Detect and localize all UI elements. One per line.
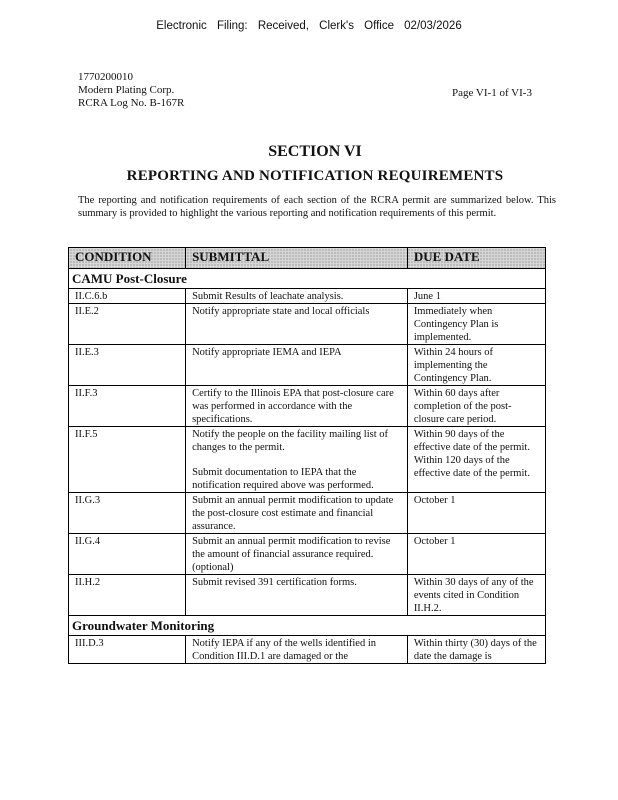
- due-part-2: Within 120 days of the effective date of the permit.: [413, 455, 530, 479]
- submittal-part-1: Notify the people on the facility mailing list of changes to the permit.: [192, 429, 389, 453]
- group-title: Groundwater Monitoring: [69, 616, 546, 636]
- cell-due-date: October 1: [407, 534, 545, 575]
- header-submittal: SUBMITTAL: [186, 248, 408, 269]
- table-row: [69, 493, 546, 534]
- cell-condition: II.G.3: [69, 493, 186, 534]
- intro-paragraph: The reporting and notification requirements of each section of the RCRA permit are summarized below. This summary is provided to highlight the various reporting and notification requirements of this permit.: [78, 195, 556, 219]
- cell-submittal: Certify to the Illinois EPA that post-closure care was performed in accordance with the specifications.: [186, 386, 408, 427]
- table-row: [69, 304, 546, 345]
- cell-due-date: Within 30 days of any of the events cited in Condition II.H.2.: [407, 575, 545, 616]
- cell-condition: III.D.3: [69, 636, 186, 664]
- cell-due-date: Immediately when Contingency Plan is implemented.: [407, 304, 545, 345]
- cell-submittal: Notify appropriate state and local officials: [186, 304, 408, 345]
- log-number: RCRA Log No. B-167R: [78, 97, 185, 109]
- cell-due-date: June 1: [407, 289, 545, 304]
- group-row: [69, 616, 546, 636]
- submittal-part-2: Submit documentation to IEPA that the notification required above was performed.: [192, 467, 374, 491]
- section-label: SECTION VI: [268, 143, 362, 160]
- group-row: [69, 269, 546, 289]
- document-header: [78, 71, 184, 110]
- header-due-date: DUE DATE: [407, 248, 545, 269]
- table-header-row: [69, 248, 546, 269]
- cell-submittal: Notify IEPA if any of the wells identified in Condition III.D.1 are damaged or the: [186, 636, 408, 664]
- cell-condition: II.G.4: [69, 534, 186, 575]
- cell-condition: II.E.2: [69, 304, 186, 345]
- doc-id: 1770200010: [78, 71, 133, 83]
- table-row: [69, 534, 546, 575]
- cell-due-date: [407, 427, 545, 493]
- table-row: [69, 575, 546, 616]
- table-row: [69, 345, 546, 386]
- cell-condition: II.H.2: [69, 575, 186, 616]
- cell-condition: II.F.3: [69, 386, 186, 427]
- cell-submittal: Notify appropriate IEMA and IEPA: [186, 345, 408, 386]
- cell-condition: II.E.3: [69, 345, 186, 386]
- table-row: [69, 427, 546, 493]
- cell-submittal: Submit an annual permit modification to update the post-closure cost estimate and financial assurance.: [186, 493, 408, 534]
- table-row: [69, 636, 546, 664]
- table-row: [69, 386, 546, 427]
- requirements-table: [68, 247, 546, 664]
- cell-due-date: Within thirty (30) days of the date the damage is: [407, 636, 545, 664]
- table-row: [69, 289, 546, 304]
- cell-submittal: Submit an annual permit modification to revise the amount of financial assurance required. (optional): [186, 534, 408, 575]
- cell-condition: II.F.5: [69, 427, 186, 493]
- due-part-1: Within 90 days of the effective date of the permit.: [413, 429, 530, 453]
- cell-submittal: [186, 427, 408, 493]
- cell-due-date: Within 60 days after completion of the post-closure care period.: [407, 386, 545, 427]
- header-condition: CONDITION: [69, 248, 186, 269]
- page-title: REPORTING AND NOTIFICATION REQUIREMENTS: [126, 168, 504, 184]
- company-name: Modern Plating Corp.: [78, 84, 175, 96]
- cell-submittal: Submit revised 391 certification forms.: [186, 575, 408, 616]
- filing-stamp: Electronic Filing: Received, Clerk's Office 02/03/2026: [156, 20, 462, 32]
- cell-condition: II.C.6.b: [69, 289, 186, 304]
- cell-submittal: Submit Results of leachate analysis.: [186, 289, 408, 304]
- cell-due-date: October 1: [407, 493, 545, 534]
- group-title: CAMU Post-Closure: [69, 269, 546, 289]
- cell-due-date: Within 24 hours of implementing the Contingency Plan.: [407, 345, 545, 386]
- page-number: Page VI-1 of VI-3: [452, 87, 532, 99]
